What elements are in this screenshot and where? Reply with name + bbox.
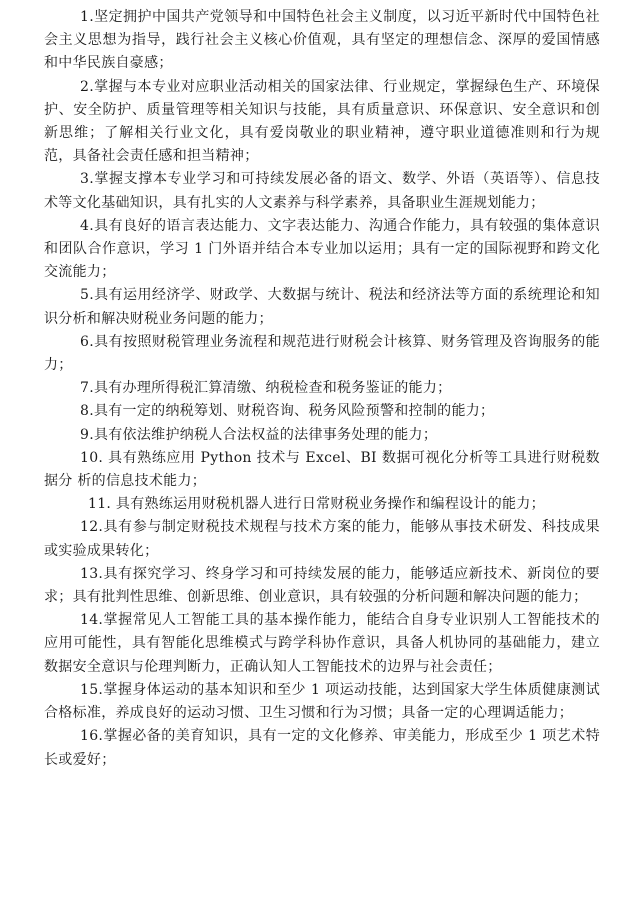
paragraph-item-8: 8.具有一定的纳税筹划、财税咨询、税务风险预警和控制的能力； [80,403,495,420]
paragraph-item-1: 1.坚定拥护中国共产党领导和中国特色社会主义制度，以习近平新时代中国特色社会主义思想为指导，践行社会主义核心价值观，具有坚定的理想信念、深厚的爱国情感和中华民族自豪感； [44,9,600,72]
paragraph-item-2: 2.掌握与本专业对应职业活动相关的国家法律、行业规定，掌握绿色生产、环境保护、安全防护、质量管理等相关知识与技能，具有质量意识、环保意识、安全意识和创新思维；了解相关行业文化，具有爱岗敬业的职业精神，遵守职业道德准则和行为规范，具备社会责任感和担当精神； [44,78,600,165]
paragraph-item-7: 7.具有办理所得税汇算清缴、纳税检查和税务鉴证的能力； [80,380,452,397]
paragraph-item-6: 6.具有按照财税管理业务流程和规范进行财税会计核算、财务管理及咨询服务的能力； [44,333,600,374]
paragraph-item-14: 14.掌握常见人工智能工具的基本操作能力，能结合自身专业识别人工智能技术的应用可能性，具有智能化思维模式与跨学科协作意识，具备人机协同的基础能力，建立数据安全意识与伦理判断力，正确认知人工智能技术的边界与社会责任； [44,612,600,675]
document-body [44,6,600,772]
paragraph-item-3: 3.掌握支撑本专业学习和可持续发展必备的语文、数学、外语（英语等）、信息技术等文化基础知识，具有扎实的人文素养与科学素养，具备职业生涯规划能力； [44,171,600,211]
paragraph-item-5: 5.具有运用经济学、财政学、大数据与统计、税法和经济法等方面的系统理论和知识分析和解决财税业务问题的能力； [44,287,600,327]
paragraph-item-16: 16.掌握必备的美育知识，具有一定的文化修养、审美能力，形成至少 1 项艺术特长或爱好； [44,728,600,768]
paragraph-item-15: 15.掌握身体运动的基本知识和至少 1 项运动技能，达到国家大学生体质健康测试合格标准，养成良好的运动习惯、卫生习惯和行为习惯；具备一定的心理调适能力； [44,681,600,722]
paragraph-item-11: 11. 具有熟练运用财税机器人进行日常财税业务操作和编程设计的能力； [88,496,545,513]
paragraph-item-9: 9.具有依法维护纳税人合法权益的法律事务处理的能力； [80,426,438,443]
paragraph-item-10: 10. 具有熟练应用 Python 技术与 Excel、BI 数据可视化分析等工具进行财税数据分 析的信息技术能力； [44,449,600,490]
paragraph-item-12: 12.具有参与制定财税技术规程与技术方案的能力，能够从事技术研发、科技成果或实验成果转化； [44,519,600,559]
paragraph-item-4: 4.具有良好的语言表达能力、文字表达能力、沟通合作能力，具有较强的集体意识和团队合作意识，学习 1 门外语并结合本专业加以运用；具有一定的国际视野和跨文化交流能力； [44,217,600,281]
paragraph-item-13: 13.具有探究学习、终身学习和可持续发展的能力，能够适应新技术、新岗位的要求；具有批判性思维、创新思维、创业意识，具有较强的分析问题和解决问题的能力； [44,565,600,606]
